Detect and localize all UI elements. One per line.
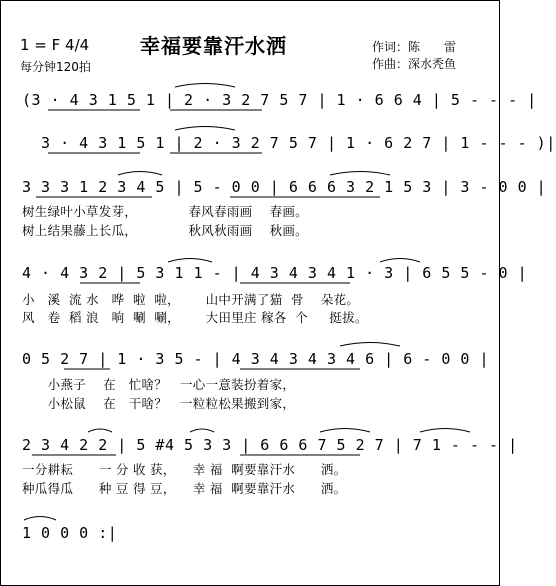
tempo-marking: 每分钟120拍 — [20, 60, 91, 74]
lyric-line: 风 卷 稻 浪 响 唰 唰， 大田里庄 稼各 个 挺拔。 — [22, 310, 368, 325]
lyric-line: 小 溪 流 水 哗 啦 啦， 山中开满了猫 骨 朵花。 — [22, 292, 360, 307]
notation-line: 3 · 4 3 1 5 1 | 2 · 3 2 7 5 7 | 1 · 6 2 7 | 1 - - - )| — [22, 134, 556, 152]
notation-line: 0 5 2 7 | 1 · 3 5 - | 4 3 4 3 4 3 4 6 | 6 - 0 0 | — [22, 350, 490, 368]
lyric-line: 小燕子 在 忙啥？ 一心一意装扮着家， — [22, 377, 296, 392]
lyricist-credit: 作词：陈 雷 — [372, 40, 457, 54]
lyric-line: 一分耕耘 一 分 收 获， 幸 福 啊要靠汗水 洒。 — [22, 462, 347, 477]
notation-line: 4 · 4 3 2 | 5 3 1 1 - | 4 3 4 3 4 1 · 3 | 6 5 5 - 0 | — [22, 264, 528, 282]
key-signature: 1 = F 4/4 — [20, 36, 90, 54]
lyric-line: 种瓜得瓜 种 豆 得 豆， 幸 福 啊要靠汗水 洒。 — [22, 481, 347, 496]
notation-line: 2 3 4 2 2 | 5 #4 5 3 3 | 6 6 6 7 5 2 7 | 7 1 - - - | — [22, 436, 518, 454]
notation-line: (3 · 4 3 1 5 1 | 2 · 3 2 7 5 7 | 1 · 6 6 4 | 5 - - - | — [22, 91, 537, 109]
composer-credit: 作曲：深水秃鱼 — [372, 57, 457, 71]
song-title: 幸福要靠汗水洒 — [140, 34, 287, 58]
notation-line: 1 0 0 0 :| — [22, 524, 118, 542]
lyric-line: 树生绿叶小草发芽， 春风春雨画 春画。 — [22, 204, 308, 219]
notation-line: 3 3 3 1 2 3 4 5 | 5 - 0 0 | 6 6 6 3 2 1 5 3 | 3 - 0 0 | — [22, 178, 547, 196]
lyric-line: 小松鼠 在 干啥？ 一粒粒松果搬到家， — [22, 396, 296, 411]
lyric-line: 树上结果藤上长瓜， 秋风秋雨画 秋画。 — [22, 223, 308, 238]
